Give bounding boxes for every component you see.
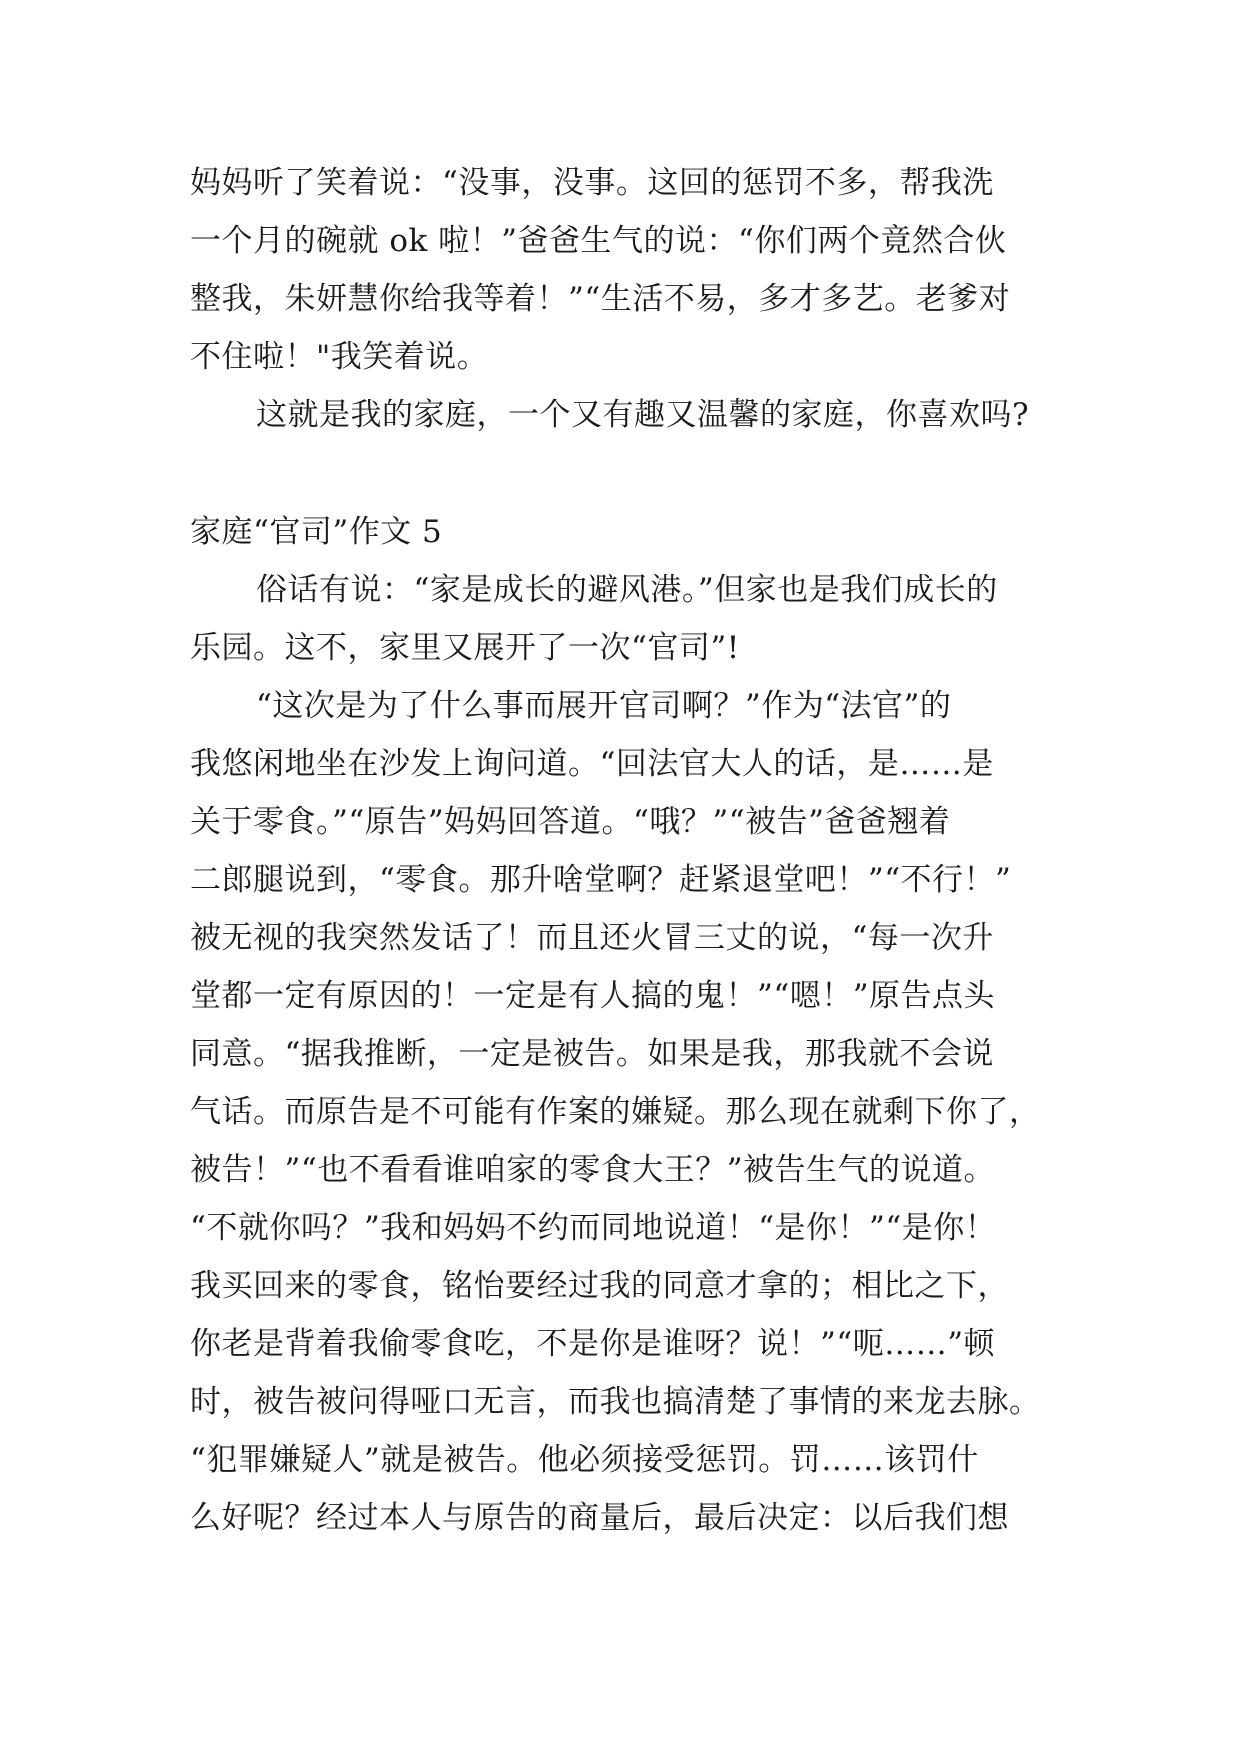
text-line: 关于零食。”“原告”妈妈回答道。“哦？”“被告”爸爸翘着 [190,804,951,840]
text-line: 这就是我的家庭，一个又有趣又温馨的家庭，你喜欢吗? [256,397,1030,433]
text-line: 时，被告被问得哑口无言，而我也搞清楚了事情的来龙去脉。 [190,1384,1041,1420]
text-line: 气话。而原告是不可能有作案的嫌疑。那么现在就剩下你了， [190,1094,1041,1130]
text-line: 么好呢？经过本人与原告的商量后，最后决定：以后我们想 [190,1500,1009,1536]
text-line: 二郎腿说到，“零食。那升啥堂啊？赶紧退堂吧！”“不行！” [190,862,1012,898]
text-line: 妈妈听了笑着说：“没事，没事。这回的惩罚不多，帮我洗 [190,165,994,201]
text-line: 同意。“据我推断，一定是被告。如果是我，那我就不会说 [190,1036,994,1072]
text-line: 堂都一定有原因的！一定是有人搞的鬼！”“嗯！”原告点头 [190,978,996,1014]
text-line: “不就你吗？”我和妈妈不约而同地说道！“是你！”“是你！ [190,1210,997,1246]
text-line: 我悠闲地坐在沙发上询问道。“回法官大人的话，是……是 [190,746,994,782]
text-line: 你老是背着我偷零食吃，不是你是谁呀？说！”“呃……”顿 [190,1326,996,1362]
text-line: 被无视的我突然发话了！而且还火冒三丈的说，“每一次升 [190,920,994,956]
text-line: 乐园。这不，家里又展开了一次“官司”! [190,630,740,666]
text-line: “犯罪嫌疑人”就是被告。他必须接受惩罚。罚……该罚什 [190,1442,979,1478]
section-heading: 家庭“官司”作文 5 [190,514,443,550]
text-line: 俗话有说：“家是成长的避风港。”但家也是我们成长的 [256,572,998,608]
text-line: 不住啦！"我笑着说。 [190,339,489,375]
text-line: 我买回来的零食，铭怡要经过我的同意才拿的；相比之下， [190,1268,1009,1304]
text-line: 整我，朱妍慧你给我等着！”“生活不易，多才多艺。老爹对 [190,281,1011,317]
text-line: 被告！”“也不看看谁咱家的零食大王？”被告生气的说道。 [190,1152,996,1188]
text-line: “这次是为了什么事而展开官司啊？”作为“法官”的 [256,688,952,724]
text-line: 一个月的碗就 ok 啦！”爸爸生气的说：“你们两个竟然合伙 [190,223,1007,259]
